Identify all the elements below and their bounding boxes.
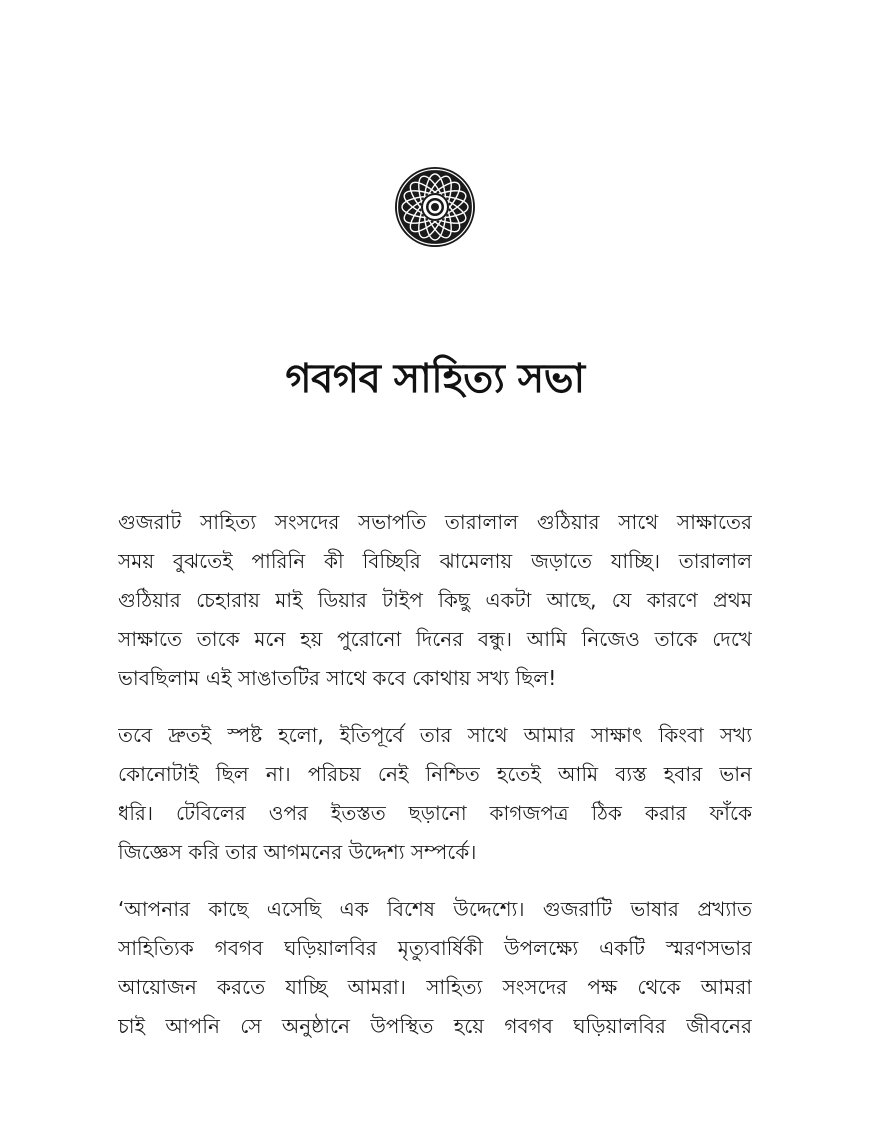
text-line: কোনোটাই ছিল না। পরিচয় নেই নিশ্চিত হতেই আমি ব্যস্ত হবার ভান [118, 762, 752, 786]
text-line: ভাবছিলাম এই সাঙাতটির সাথে কবে কোথায় সখ্য ছিল! [118, 666, 557, 690]
text-line: গুঠিয়ার চেহারায় মাই ডিয়ার টাইপ কিছু একটা আছে, যে কারণে প্রথম [118, 588, 752, 612]
text-line: সাহিত্যিক গবগব ঘড়িয়ালবির মৃত্যুবার্ষিকী উপলক্ষ্যে একটি স্মরণসভার [118, 936, 752, 960]
paragraph [118, 716, 752, 872]
text-line: চাই আপনি সে অনুষ্ঠানে উপস্থিত হয়ে গবগব ঘড়িয়ালবির জীবনের [118, 1014, 752, 1038]
mandala-ornament-icon [394, 166, 476, 248]
paragraph [118, 890, 752, 1046]
chapter-body [118, 503, 752, 1064]
text-line: ‘আপনার কাছে এসেছি এক বিশেষ উদ্দেশ্যে। গুজরাটি ভাষার প্রখ্যাত [118, 897, 752, 921]
chapter-title: গবগব সাহিত্য সভা [285, 355, 585, 402]
text-line: আয়োজন করতে যাচ্ছি আমরা। সাহিত্য সংসদের পক্ষ থেকে আমরা [118, 975, 752, 999]
text-line: সাক্ষাতে তাকে মনে হয় পুরোনো দিনের বন্ধু। আমি নিজেও তাকে দেখে [118, 627, 752, 651]
text-line: ধরি। টেবিলের ওপর ইতস্তত ছড়ানো কাগজপত্র ঠিক করার ফাঁকে [118, 801, 752, 825]
text-line: তবে দ্রুতই স্পষ্ট হলো, ইতিপূর্বে তার সাথে আমার সাক্ষাৎ কিংবা সখ্য [118, 723, 752, 747]
text-line: জিজ্ঞেস করি তার আগমনের উদ্দেশ্য সম্পর্কে। [118, 840, 477, 864]
paragraph [118, 503, 752, 698]
text-line: গুজরাট সাহিত্য সংসদের সভাপতি তারালাল গুঠিয়ার সাথে সাক্ষাতের [118, 510, 752, 534]
text-line: সময় বুঝতেই পারিনি কী বিচ্ছিরি ঝামেলায় জড়াতে যাচ্ছি। তারালাল [118, 549, 752, 573]
